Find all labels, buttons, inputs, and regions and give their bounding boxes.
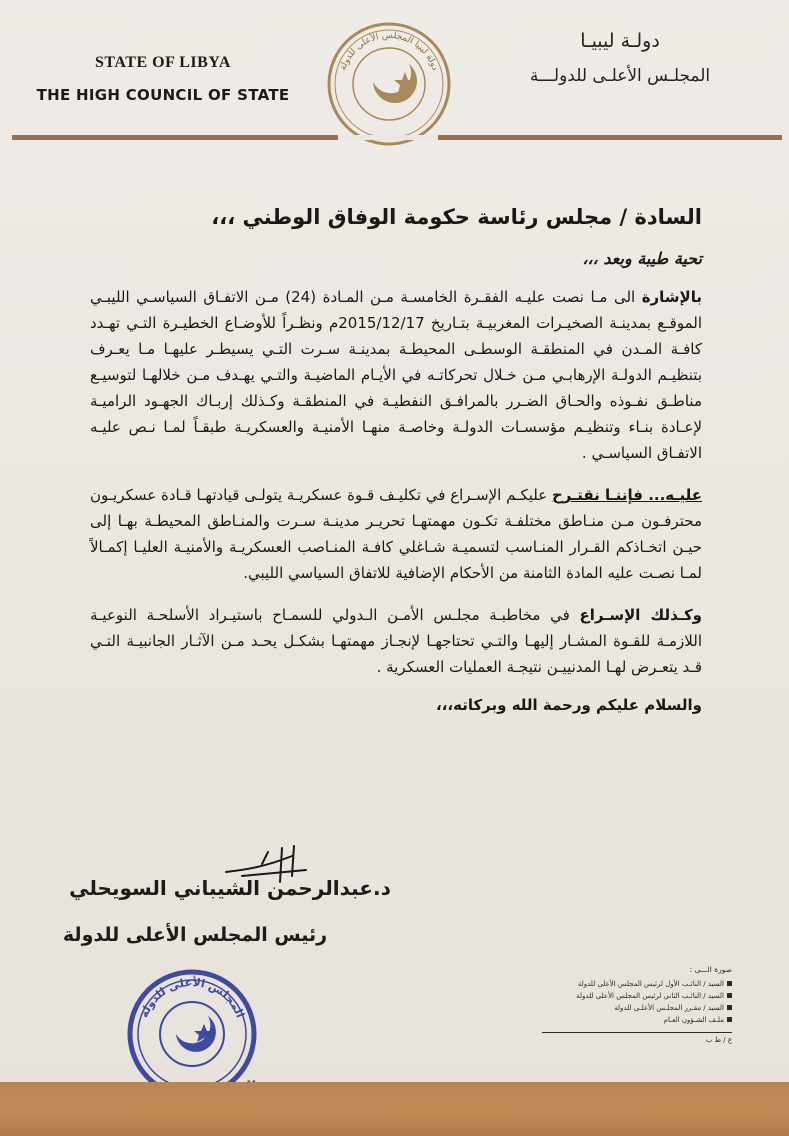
copies-title: صورة الـــى : [689,965,732,974]
bullet-square-icon [727,981,732,986]
letter-closing: والسلام عليكم ورحمة الله وبركاته،،، [436,696,702,714]
copies-list [532,964,732,1046]
top-seal-text: دولة ليبيا المجلس الأعلى للدولة [338,30,440,72]
bullet-square-icon [727,1017,732,1022]
paragraph-2 [90,482,702,586]
copies-footer: ع / ط ب [542,1032,732,1046]
header-en-state: STATE OF LIBYA [95,54,231,71]
header-en-council: THE HIGH COUNCIL OF STATE [36,86,290,104]
copies-item: ملـف الشـؤون العـام [532,1014,732,1026]
copies-item: السيد / النائـب الثاني لرئيس المجلس الأعلى للدولة [532,990,732,1002]
signatory-name: د.عبدالرحمن الشيباني السويحلي [69,876,391,900]
footer-band [0,1082,789,1136]
svg-text:المجلس الأعلى للدولة [137,975,246,1020]
letter-greeting: تحية طيبة وبعد ،،، [582,249,702,268]
bullet-square-icon [727,993,732,998]
bullet-square-icon [727,1005,732,1010]
letter-body [90,205,702,714]
paragraph-3 [90,602,702,680]
copies-item: السيد / مقـرر المجلـس الأعلـى للدولة [532,1002,732,1014]
signatory-title: رئيس المجلس الأعلى للدولة [62,924,328,946]
paragraph-1-lead: بالإشارة [641,288,702,306]
paragraph-3-lead: وكـذلك الإسـراع [579,606,702,624]
header-arabic [495,30,745,86]
header-ar-council: المجلـس الأعلـى للدولـــة [529,66,711,86]
paragraph-3-body: في مخاطبـة مجلـس الأمـن الـدولي للسمـاح باستيـراد الأسلحـة النوعيـة اللازمـة للقـوة المشـار إليهـا والتـي تحتاجهـا لإنجـاز مهمتهـا بشكـل يحـد مـن الآثـار الجانبيـة التـي قـد يتعـرض لهـا المدنييـن نتيجـة العمليات العسكرية . [90,606,702,676]
paragraph-2-lead: عليـه... فإننـا نقتـرح [551,486,703,504]
header-divider-gap [338,135,438,140]
copies-item: السيد / النائـب الأول لرئيس المجلس الأعلى للدولة [532,978,732,990]
header-ar-state: دولـة ليبيـا [580,30,660,52]
paragraph-1 [90,284,702,466]
letter-address: السادة / مجلس رئاسة حكومة الوفاق الوطني ،،، [211,205,702,229]
top-seal-emblem [325,20,453,148]
paragraph-1-body: الى مـا نصت عليـه الفقـرة الخامسـة مـن المـادة (24) مـن الاتفـاق السياسـي الليبـي الموقـع بمدينـة الصخيـرات المغربيـة بتـاريخ 2015/12/17م ونظـراً للأوضـاع الخطيـرة التـي تهـدد كافـة المـدن في المنطقـة الوسطـى المحيطـة بمدينـة سـرت التـي يسيطـر عليهـا مـا يعـرف بتنظيـم الدولـة الإرهابـي مـن خـلال تحركاتـه في الأيـام الماضيـة والتـي يهـدف مـن خلالهـا لتوسيـع مناطـق نفـوذه والحـاق الضـرر بالمرافـق النفطيـة في المنطقـة وكـذلك إربـاك الجهـود الراميـة لإعـادة بنـاء وتنظيـم مؤسسـات الدولـة وخاصـة منهـا الأمنيـة والعسكريـة طبقـاً لمـا نـص عليـه الاتفـاق السياسـي . [90,288,702,462]
header-english [28,54,298,104]
paragraph-2-body: عليكـم الإسـراع في تكليـف قـوة عسكريـة يتولـى قيادتهـا قـادة عسكريـون محترفـون مـن منـاطق مختلفـة تكـون مهمتهـا تحريـر مدينـة سـرت والمنـاطق المحيطـة بهـا إلى حيـن اتخـاذكم القـرار المنـاسب لتسميـة شـاغلي كافـة المنـاصب العسكريـة والأمنيـة العليـا إكمـالاً لمـا نصـت عليه المادة الثامنة من الأحكام الإضافية للاتفاق السياسي الليبي. [90,486,702,582]
stamp-ring-text: المجلس الأعلى للدولة [137,975,247,1020]
